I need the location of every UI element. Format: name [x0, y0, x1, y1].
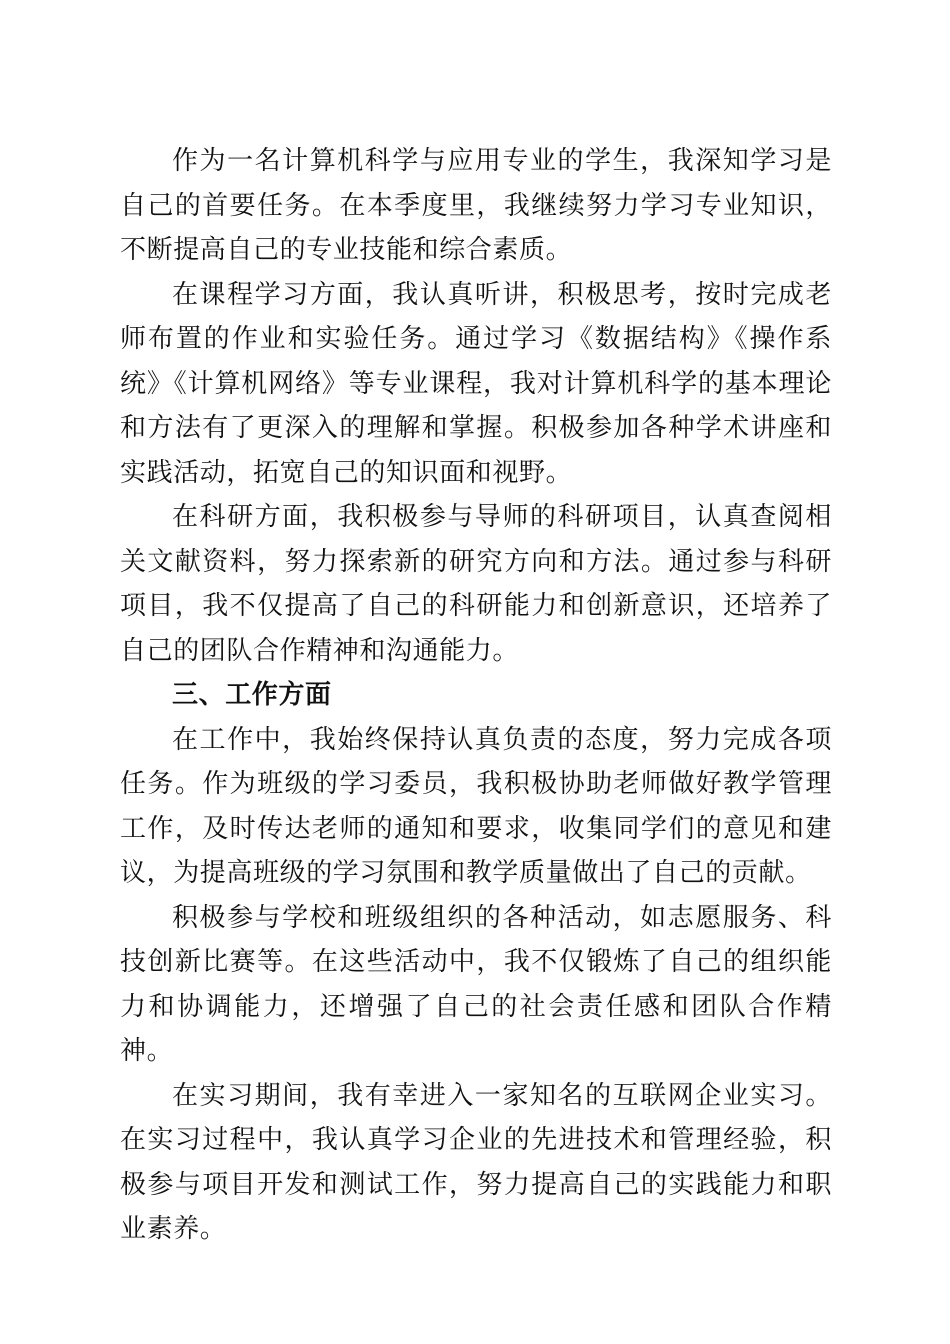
paragraph-study-intro: 作为一名计算机科学与应用专业的学生，我深知学习是自己的首要任务。在本季度里，我继续努力学习专业知识，不断提高自己的专业技能和综合素质。 [120, 146, 832, 265]
document-body [120, 139, 832, 1252]
paragraph-course-study: 在课程学习方面，我认真听讲，积极思考，按时完成老师布置的作业和实验任务。通过学习《数据结构》《操作系统》《计算机网络》等专业课程，我对计算机科学的基本理论和方法有了更深入的理解和掌握。积极参加各种学术讲座和实践活动，拓宽自己的知识面和视野。 [120, 279, 832, 488]
paragraph-activities: 积极参与学校和班级组织的各种活动，如志愿服务、科技创新比赛等。在这些活动中，我不仅锻炼了自己的组织能力和协调能力，还增强了自己的社会责任感和团队合作精神。 [120, 902, 832, 1066]
paragraph-internship: 在实习期间，我有幸进入一家知名的互联网企业实习。在实习过程中，我认真学习企业的先进技术和管理经验，积极参与项目开发和测试工作，努力提高自己的实践能力和职业素养。 [120, 1080, 832, 1244]
paragraph-research: 在科研方面，我积极参与导师的科研项目，认真查阅相关文献资料，努力探索新的研究方向和方法。通过参与科研项目，我不仅提高了自己的科研能力和创新意识，还培养了自己的团队合作精神和沟通能力。 [120, 502, 832, 666]
section-heading-work: 三、工作方面 [172, 680, 332, 710]
paragraph-work: 在工作中，我始终保持认真负责的态度，努力完成各项任务。作为班级的学习委员，我积极协助老师做好教学管理工作，及时传达老师的通知和要求，收集同学们的意见和建议，为提高班级的学习氛围和教学质量做出了自己的贡献。 [120, 724, 832, 888]
